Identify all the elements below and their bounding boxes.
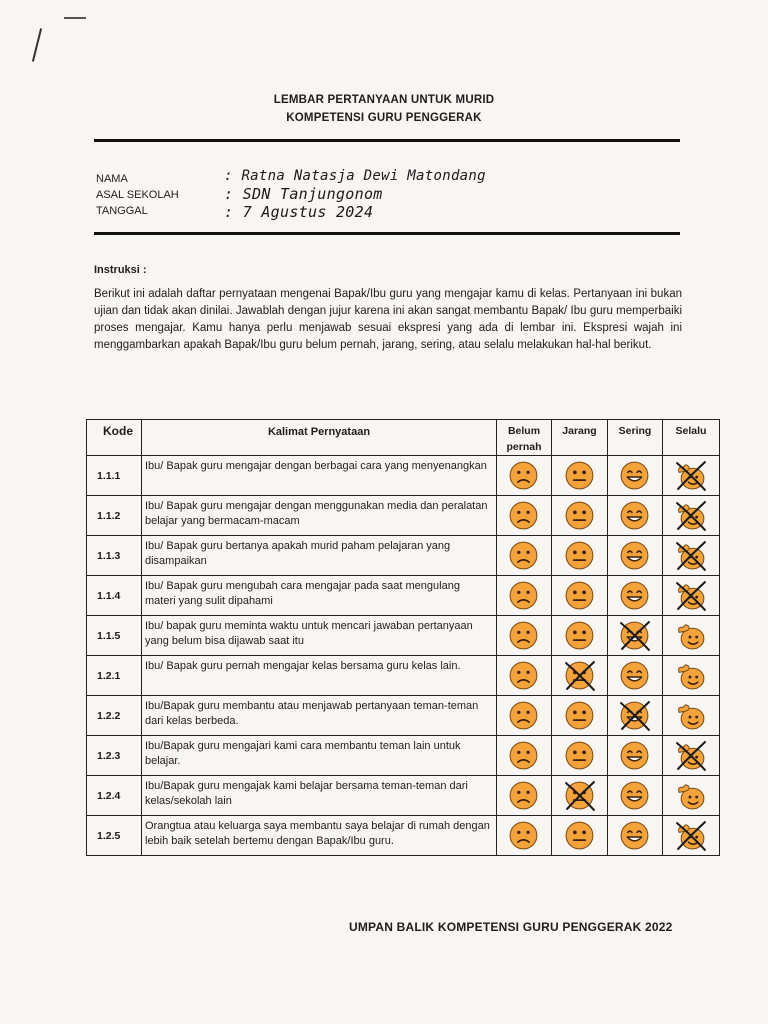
row-kode: 1.1.5 [87,616,142,656]
smile-face-icon [608,819,662,853]
table-row [87,736,720,776]
option-sering[interactable] [608,496,663,536]
thumbs-up-face-icon [663,579,719,613]
table-row [87,496,720,536]
option-sering[interactable] [608,616,663,656]
table-row [87,776,720,816]
option-jarang[interactable] [552,736,608,776]
row-kode: 1.2.3 [87,736,142,776]
row-statement: Ibu/ Bapak guru pernah mengajar kelas bersama guru kelas lain. [142,656,497,696]
smile-face-icon [608,699,662,733]
row-kode: 1.1.3 [87,536,142,576]
sad-face-icon [497,699,551,733]
option-sering[interactable] [608,456,663,496]
option-sering[interactable] [608,656,663,696]
row-kode: 1.1.1 [87,456,142,496]
header-belum-line1: Belum [507,425,541,437]
option-selalu[interactable] [663,736,720,776]
instructions-body: Berikut ini adalah daftar pernyataan mengenai Bapak/Ibu guru yang mengajar kamu di kelas. Pertanyaan ini bukan ujian dan tidak akan dinilai. Jawablah dengan jujur karena ini akan sangat membantu Bapak/ Ibu guru memperbaiki proses mengajar. Kamu hanya perlu menjawab sesuai ekspresi yang ada di lembar ini. Ekspresi wajah ini menggambarkan apakah Bapak/Ibu guru belum pernah, jarang, sering, atau selalu melakukan hal-hal berikut. [94,288,682,351]
neutral-face-icon [552,659,607,693]
tanggal-value: : 7 Agustus 2024 [224,203,374,221]
thumbs-up-face-icon [663,779,719,813]
asal-sekolah-label: ASAL SEKOLAH [96,189,179,201]
row-kode: 1.1.2 [87,496,142,536]
neutral-face-icon [552,619,607,653]
table-row [87,656,720,696]
thumbs-up-face-icon [663,739,719,773]
option-belum-pernah[interactable] [497,656,552,696]
option-belum-pernah[interactable] [497,776,552,816]
header-selalu: Selalu [663,420,720,456]
option-sering[interactable] [608,696,663,736]
smile-face-icon [608,659,662,693]
row-statement: Ibu/ Bapak guru mengubah cara mengajar pada saat mengulang materi yang sulit dipahami [142,576,497,616]
row-kode: 1.2.2 [87,696,142,736]
table-row [87,536,720,576]
pen-dash [64,17,86,19]
row-statement: Ibu/ bapak guru meminta waktu untuk mencari jawaban pertanyaan yang belum bisa dijawab saat itu [142,616,497,656]
neutral-face-icon [552,779,607,813]
option-jarang[interactable] [552,536,608,576]
page-title: LEMBAR PERTANYAAN UNTUK MURID [273,94,495,106]
nama-label: NAMA [96,173,128,185]
row-statement: Orangtua atau keluarga saya membantu saya belajar di rumah dengan lebih baik setelah bertemu dengan Bapak/Ibu guru. [142,816,497,856]
option-belum-pernah[interactable] [497,696,552,736]
pen-mark [32,28,42,61]
option-jarang[interactable] [552,776,608,816]
sad-face-icon [497,779,551,813]
neutral-face-icon [552,739,607,773]
option-jarang[interactable] [552,816,608,856]
table-row [87,616,720,656]
thumbs-up-face-icon [663,459,719,493]
neutral-face-icon [552,499,607,533]
sad-face-icon [497,499,551,533]
tanggal-label: TANGGAL [96,205,148,217]
thumbs-up-face-icon [663,819,719,853]
header-jarang: Jarang [552,420,608,456]
nama-value: : Ratna Natasja Dewi Matondang [224,168,486,184]
option-selalu[interactable] [663,696,720,736]
row-kode: 1.2.4 [87,776,142,816]
questionnaire-table [86,419,720,856]
option-selalu[interactable] [663,576,720,616]
option-jarang[interactable] [552,696,608,736]
header-divider [94,139,680,142]
header-kode: Kode [87,420,142,456]
table-header-row [87,420,720,456]
row-statement: Ibu/ Bapak guru bertanya apakah murid paham pelajaran yang disampaikan [142,536,497,576]
option-jarang[interactable] [552,456,608,496]
row-kode: 1.2.1 [87,656,142,696]
option-selalu[interactable] [663,816,720,856]
page-subtitle: KOMPETENSI GURU PENGGERAK [286,112,482,124]
neutral-face-icon [552,699,607,733]
smile-face-icon [608,779,662,813]
option-selalu[interactable] [663,776,720,816]
option-belum-pernah[interactable] [497,456,552,496]
footer-text: UMPAN BALIK KOMPETENSI GURU PENGGERAK 2022 [349,920,673,934]
option-jarang[interactable] [552,656,608,696]
header-kalimat: Kalimat Pernyataan [142,420,497,456]
sad-face-icon [497,819,551,853]
thumbs-up-face-icon [663,539,719,573]
instructions-heading: Instruksi : [94,264,147,276]
table-row [87,816,720,856]
option-jarang[interactable] [552,496,608,536]
sad-face-icon [497,539,551,573]
header-sering: Sering [608,420,663,456]
option-sering[interactable] [608,776,663,816]
smile-face-icon [608,579,662,613]
neutral-face-icon [552,459,607,493]
row-kode: 1.2.5 [87,816,142,856]
identity-divider [94,232,680,235]
thumbs-up-face-icon [663,619,719,653]
row-statement: Ibu/Bapak guru mengajak kami belajar bersama teman-teman dari kelas/sekolah lain [142,776,497,816]
option-sering[interactable] [608,536,663,576]
option-selalu[interactable] [663,456,720,496]
table-row [87,576,720,616]
smile-face-icon [608,459,662,493]
asal-sekolah-value: : SDN Tanjungonom [224,185,383,203]
row-statement: Ibu/ Bapak guru mengajar dengan menggunakan media dan peralatan belajar yang bermacam-macam [142,496,497,536]
option-belum-pernah[interactable] [497,816,552,856]
smile-face-icon [608,739,662,773]
header-belum-pernah [497,420,552,456]
thumbs-up-face-icon [663,659,719,693]
row-statement: Ibu/Bapak guru mengajari kami cara membantu teman lain untuk belajar. [142,736,497,776]
row-statement: Ibu/ Bapak guru mengajar dengan berbagai cara yang menyenangkan [142,456,497,496]
option-jarang[interactable] [552,576,608,616]
smile-face-icon [608,619,662,653]
smile-face-icon [608,539,662,573]
option-belum-pernah[interactable] [497,736,552,776]
sad-face-icon [497,619,551,653]
neutral-face-icon [552,539,607,573]
sad-face-icon [497,739,551,773]
option-belum-pernah[interactable] [497,536,552,576]
option-selalu[interactable] [663,616,720,656]
option-selalu[interactable] [663,536,720,576]
option-sering[interactable] [608,576,663,616]
thumbs-up-face-icon [663,699,719,733]
option-belum-pernah[interactable] [497,616,552,656]
sad-face-icon [497,579,551,613]
option-sering[interactable] [608,816,663,856]
table-row [87,456,720,496]
table-row [87,696,720,736]
option-belum-pernah[interactable] [497,576,552,616]
option-sering[interactable] [608,736,663,776]
option-belum-pernah[interactable] [497,496,552,536]
option-selalu[interactable] [663,656,720,696]
row-statement: Ibu/Bapak guru membantu atau menjawab pertanyaan teman-teman dari kelas berbeda. [142,696,497,736]
header-belum-line2: pernah [506,441,542,453]
row-kode: 1.1.4 [87,576,142,616]
option-selalu[interactable] [663,496,720,536]
smile-face-icon [608,499,662,533]
neutral-face-icon [552,579,607,613]
sad-face-icon [497,459,551,493]
sad-face-icon [497,659,551,693]
neutral-face-icon [552,819,607,853]
option-jarang[interactable] [552,616,608,656]
thumbs-up-face-icon [663,499,719,533]
